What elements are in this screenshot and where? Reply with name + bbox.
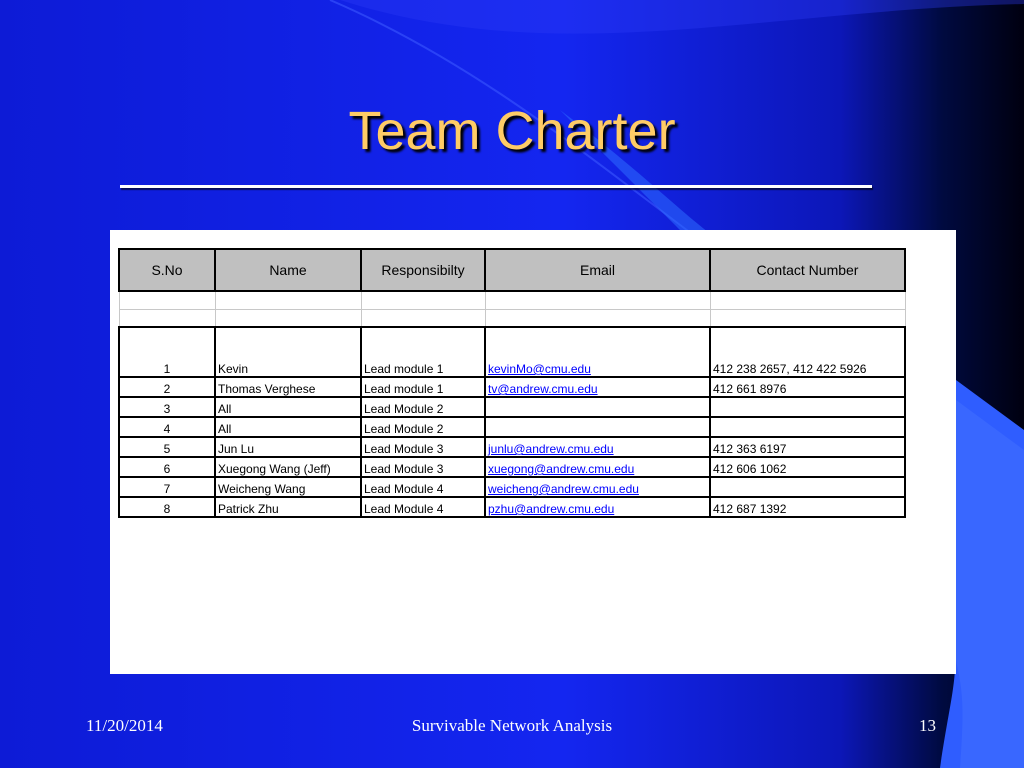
cell-email xyxy=(485,437,710,457)
cell-responsibility: Lead Module 4 xyxy=(361,497,485,517)
footer-title: Survivable Network Analysis xyxy=(411,716,613,735)
empty-cell xyxy=(215,291,361,310)
email-link[interactable]: xuegong@andrew.cmu.edu xyxy=(488,462,635,476)
table-row xyxy=(119,417,905,437)
cell-sno: 5 xyxy=(119,437,215,457)
table-panel xyxy=(110,230,956,674)
cell-contact: 412 687 1392 xyxy=(710,497,905,517)
cell-sno: 6 xyxy=(119,457,215,477)
cell-contact xyxy=(710,477,905,497)
cell-contact: 412 363 6197 xyxy=(710,437,905,457)
slide-title: Team Charter xyxy=(348,101,676,161)
table-row xyxy=(119,437,905,457)
table-row xyxy=(119,397,905,417)
empty-cell xyxy=(710,291,905,310)
email-link[interactable]: weicheng@andrew.cmu.edu xyxy=(488,482,639,496)
table-row xyxy=(119,477,905,497)
empty-cell xyxy=(710,310,905,328)
header-name: Name xyxy=(215,249,361,291)
cell-responsibility: Lead module 1 xyxy=(361,377,485,397)
cell-name: Jun Lu xyxy=(215,437,361,457)
cell-sno: 2 xyxy=(119,377,215,397)
header-email: Email xyxy=(485,249,710,291)
header-responsibility: Responsibilty xyxy=(361,249,485,291)
header-sno: S.No xyxy=(119,249,215,291)
email-link[interactable]: kevinMo@cmu.edu xyxy=(488,362,591,376)
table-row xyxy=(119,327,905,377)
cell-sno: 3 xyxy=(119,397,215,417)
cell-email xyxy=(485,457,710,477)
cell-contact: 412 606 1062 xyxy=(710,457,905,477)
cell-responsibility: Lead Module 2 xyxy=(361,417,485,437)
cell-name: Weicheng Wang xyxy=(215,477,361,497)
footer-date: 11/20/2014 xyxy=(86,716,163,735)
title-underline xyxy=(120,185,872,188)
cell-sno: 8 xyxy=(119,497,215,517)
cell-responsibility: Lead Module 3 xyxy=(361,457,485,477)
empty-cell xyxy=(119,310,215,328)
team-table xyxy=(118,326,906,518)
cell-email xyxy=(485,377,710,397)
empty-cell xyxy=(215,310,361,328)
empty-cell xyxy=(119,291,215,310)
slide-number: 13 xyxy=(919,716,936,735)
empty-cell xyxy=(485,291,710,310)
cell-name: All xyxy=(215,397,361,417)
empty-row xyxy=(119,310,905,328)
table-header xyxy=(118,248,906,328)
header-contact: Contact Number xyxy=(710,249,905,291)
cell-name: All xyxy=(215,417,361,437)
cell-name: Kevin xyxy=(215,327,361,377)
email-link[interactable]: pzhu@andrew.cmu.edu xyxy=(488,502,615,516)
cell-contact: 412 661 8976 xyxy=(710,377,905,397)
cell-sno: 1 xyxy=(119,327,215,377)
empty-cell xyxy=(485,310,710,328)
table-row xyxy=(119,497,905,517)
cell-responsibility: Lead module 1 xyxy=(361,327,485,377)
cell-responsibility: Lead Module 2 xyxy=(361,397,485,417)
cell-contact xyxy=(710,417,905,437)
cell-email xyxy=(485,497,710,517)
header-row xyxy=(119,249,905,291)
cell-name: Thomas Verghese xyxy=(215,377,361,397)
cell-name: Patrick Zhu xyxy=(215,497,361,517)
email-link[interactable]: tv@andrew.cmu.edu xyxy=(488,382,598,396)
cell-sno: 4 xyxy=(119,417,215,437)
cell-email xyxy=(485,397,710,417)
table-row xyxy=(119,457,905,477)
empty-cell xyxy=(361,291,485,310)
cell-email xyxy=(485,417,710,437)
empty-row xyxy=(119,291,905,310)
table-row xyxy=(119,377,905,397)
cell-responsibility: Lead Module 3 xyxy=(361,437,485,457)
cell-contact: 412 238 2657, 412 422 5926 xyxy=(710,327,905,377)
empty-cell xyxy=(361,310,485,328)
cell-email xyxy=(485,477,710,497)
email-link[interactable]: junlu@andrew.cmu.edu xyxy=(488,442,614,456)
cell-responsibility: Lead Module 4 xyxy=(361,477,485,497)
cell-email xyxy=(485,327,710,377)
cell-sno: 7 xyxy=(119,477,215,497)
cell-contact xyxy=(710,397,905,417)
cell-name: Xuegong Wang (Jeff) xyxy=(215,457,361,477)
